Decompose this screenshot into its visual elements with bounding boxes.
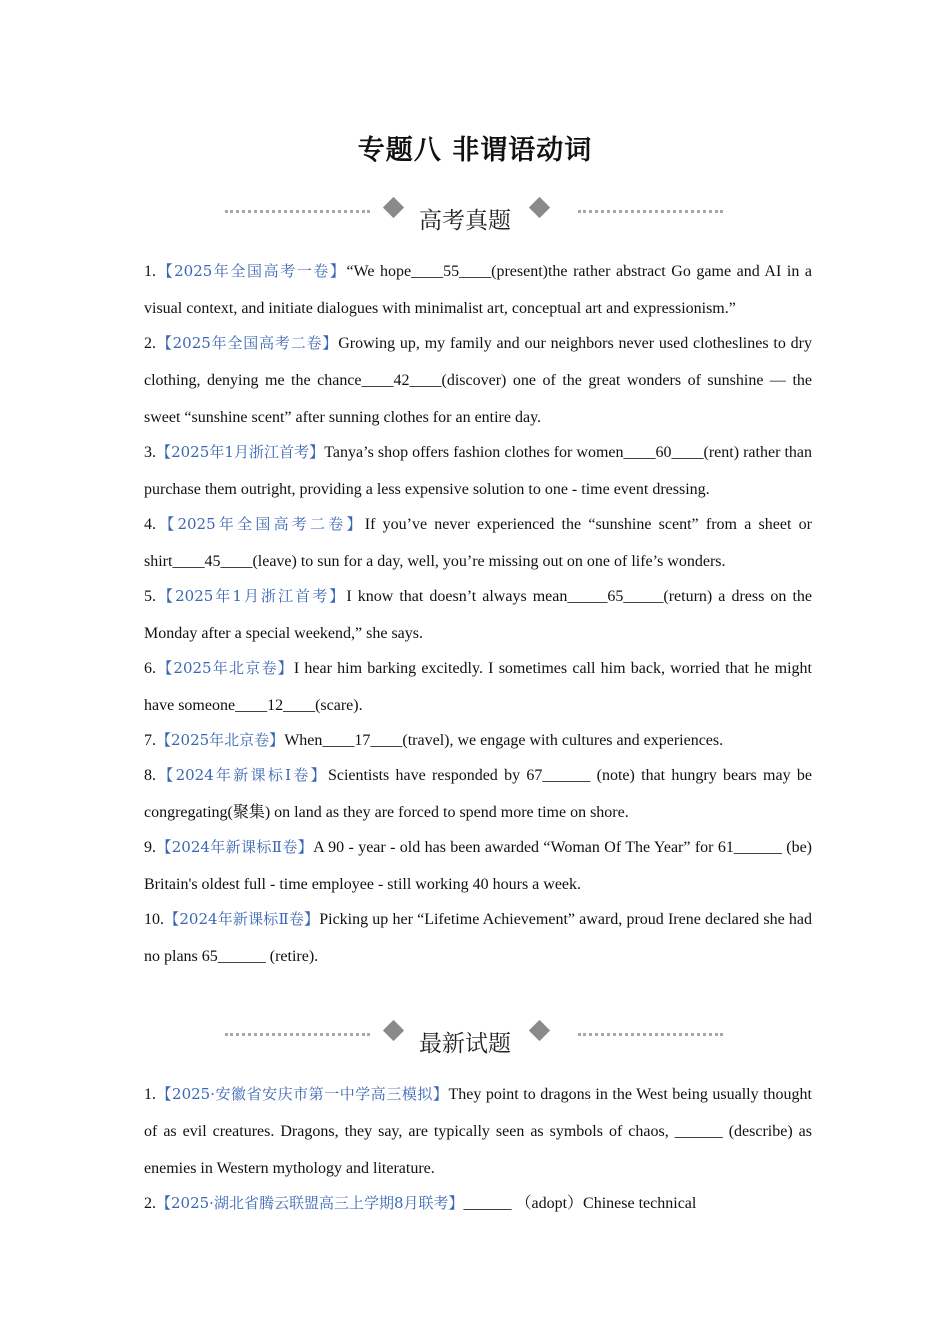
question-source: 【2024年新课标Ⅱ卷】 <box>164 910 320 928</box>
question-item: 1.【2025·安徽省安庆市第一中学高三模拟】They point to dragons in the West being usually thought of as evil creatures. Dragons, they say, are typically seen as symbols of chaos, ______ (describe) as enemies in Western mythology and literature. <box>144 1085 812 1177</box>
question-item: 7.【2025年北京卷】When____17____(travel), we engage with cultures and experiences. <box>144 731 724 749</box>
question-item: 8.【2024年新课标Ⅰ卷】Scientists have responded by 67______ (note) that hungry bears may be congregating(聚集) on land as they are forced to spend more time on shore. <box>144 766 812 821</box>
question-source: 【2025年1月浙江首考】 <box>156 587 347 605</box>
question-source: 【2025年全国高考二卷】 <box>156 334 339 352</box>
divider-dots <box>578 1033 723 1036</box>
section-header <box>0 1019 950 1069</box>
question-item: 3.【2025年1月浙江首考】Tanya’s shop offers fashion clothes for women____60____(rent) rather than purchase them outright, providing a less expensive solution to one - time event dressing. <box>144 443 813 498</box>
question-source: 【2025年北京卷】 <box>156 659 294 677</box>
section-title: 最新试题 <box>419 1031 511 1057</box>
question-source: 【2025·安徽省安庆市第一中学高三模拟】 <box>156 1085 449 1103</box>
question-item: 6.【2025年北京卷】I hear him barking excitedly. I sometimes call him back, worried that he might have someone____12____(scare). <box>144 659 812 714</box>
question-source: 【2024年新课标Ⅱ卷】 <box>156 838 314 856</box>
question-source: 【2025年全国高考一卷】 <box>156 262 347 280</box>
question-source: 【2025·湖北省腾云联盟高三上学期8月联考】 <box>156 1194 464 1212</box>
question-item: 10.【2024年新课标Ⅱ卷】Picking up her “Lifetime Achievement” award, proud Irene declared she had no plans 65______ (retire). <box>144 910 813 965</box>
question-item: 2.【2025·湖北省腾云联盟高三上学期8月联考】______ （adopt）Chinese technical <box>144 1194 697 1212</box>
question-list <box>144 253 812 973</box>
question-item: 2.【2025年全国高考二卷】Growing up, my family and our neighbors never used clotheslines to dry clothing, denying me the chance____42____(discover) one of the great wonders of sunshine — the sweet “sunshine scent” after sunning clothes for an entire day. <box>144 334 812 426</box>
question-item: 1.【2025年全国高考一卷】“We hope____55____(present)the rather abstract Go game and AI in a visual context, and initiate dialogues with minimalist art, conceptual art and expressionism.” <box>144 262 812 317</box>
question-source: 【2025年1月浙江首考】 <box>156 443 325 461</box>
question-source: 【2024年新课标Ⅰ卷】 <box>156 766 328 784</box>
page-title: 专题八 非谓语动词 <box>357 135 593 166</box>
question-item: 4.【2025年全国高考二卷】If you’ve never experienced the “sunshine scent” from a sheet or shirt____45____(leave) to sun for a day, well, you’re missing out on one of life’s wonders. <box>144 515 812 570</box>
question-source: 【2025年北京卷】 <box>156 731 285 749</box>
question-list <box>144 1076 812 1220</box>
question-source: 【2025年全国高考二卷】 <box>156 515 365 533</box>
divider-dots <box>578 210 723 213</box>
question-item: 5.【2025年1月浙江首考】I know that doesn’t always mean_____65_____(return) a dress on the Monday after a special weekend,” she says. <box>144 587 813 642</box>
section-title: 高考真题 <box>419 208 511 234</box>
section-header <box>0 196 950 246</box>
question-item: 9.【2024年新课标Ⅱ卷】A 90 - year - old has been awarded “Woman Of The Year” for 61______ (be) Britain's oldest full - time employee - still working 40 hours a week. <box>144 838 812 893</box>
